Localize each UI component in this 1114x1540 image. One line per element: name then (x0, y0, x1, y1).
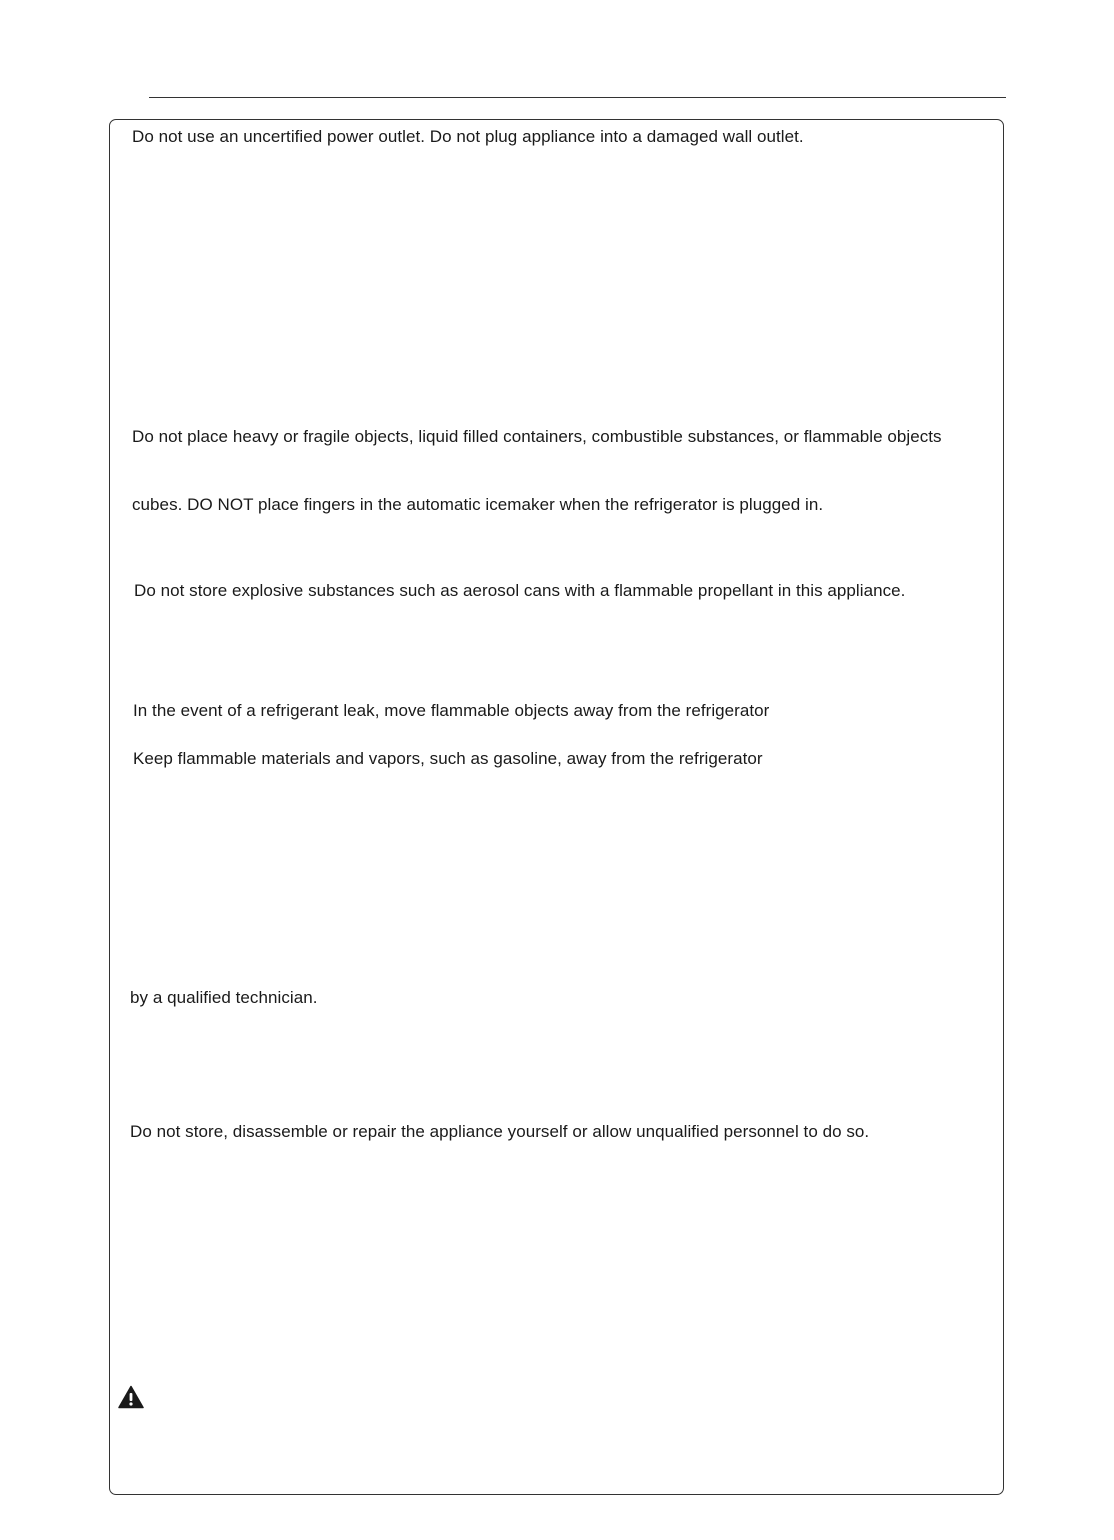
header-rule (149, 97, 1006, 98)
text-line-heavy-objects: Do not place heavy or fragile objects, liquid filled containers, combustible substances, or flammable objects (132, 427, 942, 446)
text-line-explosive-substances: Do not store explosive substances such as aerosol cans with a flammable propellant in this appliance. (134, 581, 906, 600)
text-line-refrigerant-leak: In the event of a refrigerant leak, move flammable objects away from the refrigerator (133, 701, 770, 720)
warning-triangle-icon (118, 1385, 144, 1409)
safety-warning-box (109, 119, 1004, 1495)
text-line-uncertified-outlet: Do not use an uncertified power outlet. Do not plug appliance into a damaged wall outlet. (132, 127, 804, 146)
text-line-qualified-technician: by a qualified technician. (130, 988, 318, 1007)
text-line-flammable-materials: Keep flammable materials and vapors, such as gasoline, away from the refrigerator (133, 749, 763, 768)
text-line-disassemble-repair: Do not store, disassemble or repair the appliance yourself or allow unqualified personnel to do so. (130, 1122, 870, 1141)
text-line-icemaker: cubes. DO NOT place fingers in the automatic icemaker when the refrigerator is plugged in. (132, 495, 824, 514)
